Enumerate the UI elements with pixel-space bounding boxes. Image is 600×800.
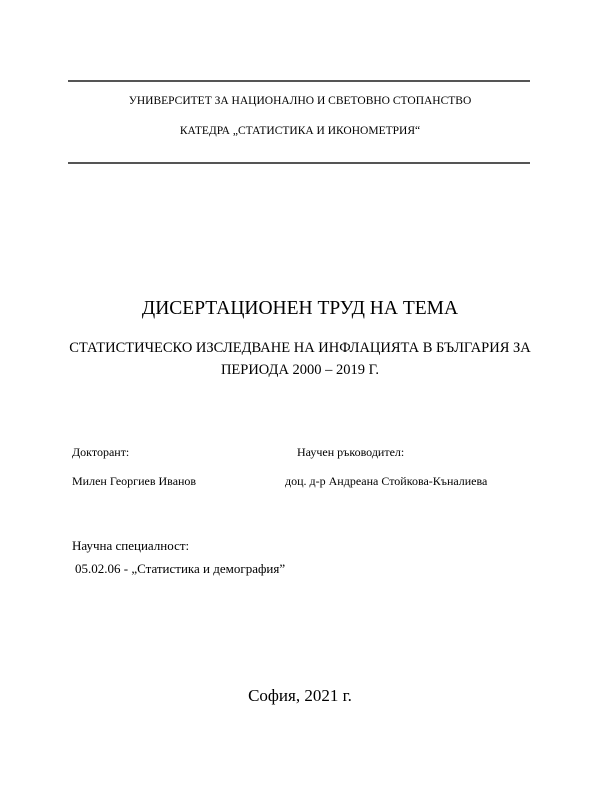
supervisor-name: доц. д-р Андреана Стойкова-Кънaлиева (285, 474, 488, 488)
supervisor-label: Научен ръководител: (297, 445, 405, 459)
university-name: УНИВЕРСИТЕТ ЗА НАЦИОНАЛНО И СВЕТОВНО СТОПАНСТВО (128, 95, 472, 107)
specialty-value: 05.02.06 - „Статистика и демография” (75, 561, 286, 576)
top-divider (68, 80, 530, 82)
page-title: ДИСЕРТАЦИОНЕН ТРУД НА ТЕМА (141, 298, 459, 319)
doctorant-name: Милен Георгиев Иванов (72, 474, 197, 488)
department-name: КАТЕДРА „СТАТИСТИКА И ИКОНОМЕТРИЯ“ (179, 125, 421, 137)
specialty-label: Научна специалност: (72, 538, 190, 553)
doctorant-label: Докторант: (72, 445, 130, 459)
bottom-divider (68, 162, 530, 164)
thesis-topic-line-2: ПЕРИОДА 2000 – 2019 Г. (220, 362, 380, 378)
thesis-topic-line-1: СТАТИСТИЧЕСКО ИЗСЛЕДВАНЕ НА ИНФЛАЦИЯТА В БЪЛГАРИЯ ЗА (69, 340, 531, 356)
place-and-date: София, 2021 г. (248, 686, 352, 705)
